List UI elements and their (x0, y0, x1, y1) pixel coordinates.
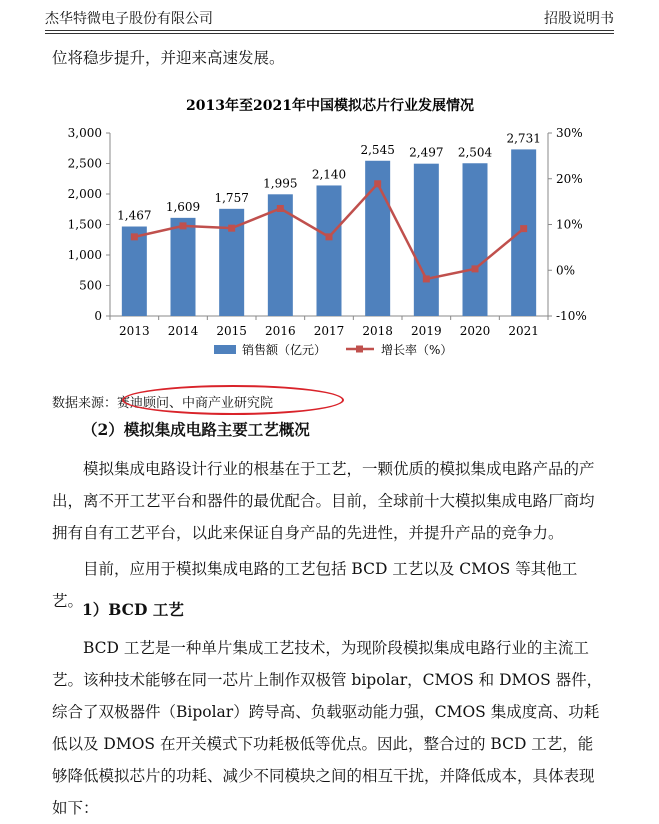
highlight-oval (122, 385, 344, 415)
growth-point-2018 (374, 180, 381, 187)
x-tick-label: 2020 (459, 324, 491, 338)
section2-title: （2）模拟集成电路主要工艺概况 (82, 420, 310, 439)
legend-growth: 增长率（%） (381, 343, 453, 357)
growth-point-2014 (180, 222, 187, 229)
bar-label-2014: 1,609 (165, 199, 201, 214)
growth-point-2016 (277, 205, 284, 212)
bar-label-2017: 2,140 (311, 167, 347, 182)
header-doc-type: 招股说明书 (544, 11, 614, 27)
y-right-tick-label: -10% (556, 309, 587, 323)
bar-label-2016: 1,995 (263, 176, 298, 191)
x-tick-label: 2021 (508, 324, 539, 338)
header-rule-lower (45, 33, 614, 34)
bar-label-2013: 1,467 (117, 208, 152, 223)
bar-label-2018: 2,545 (360, 142, 395, 157)
bar-label-2019: 2,497 (409, 145, 444, 160)
bar-sales-2017 (317, 185, 342, 316)
sub1-title: 1）BCD 工艺 (82, 600, 184, 619)
y-left-tick-label: 2,500 (67, 156, 102, 171)
growth-point-2019 (423, 275, 430, 282)
bar-label-2020: 2,504 (457, 145, 493, 160)
x-tick-label: 2014 (167, 324, 199, 338)
y-left-tick-label: 500 (79, 278, 102, 293)
data-source-label: 数据来源： (52, 396, 118, 411)
bar-label-2015: 1,757 (214, 190, 249, 205)
x-tick-label: 2017 (313, 324, 345, 338)
legend-marker (356, 346, 363, 353)
legend-sales: 销售额（亿元） (242, 343, 327, 357)
y-left-tick-label: 1,500 (67, 217, 102, 232)
header-company: 杰华特微电子股份有限公司 (45, 11, 213, 27)
chart-title: 2013年至2021年中国模拟芯片行业发展情况 (186, 98, 474, 114)
x-tick-label: 2019 (411, 324, 442, 338)
para-2: 目前，应用于模拟集成电路的工艺包括 BCD 工艺以及 CMOS 等其他工艺。 (52, 560, 578, 610)
growth-point-2021 (520, 225, 527, 232)
bar-label-2021: 2,731 (506, 131, 541, 146)
bar-sales-2019 (414, 164, 439, 316)
legend-bar-swatch (214, 345, 236, 354)
growth-point-2013 (131, 233, 138, 240)
growth-point-2017 (326, 233, 333, 240)
y-right-tick-label: 10% (556, 217, 583, 232)
chart-legend (214, 342, 452, 357)
y-right-tick-label: 20% (556, 171, 583, 186)
intro-line: 位将稳步提升，并迎来高速发展。 (52, 49, 285, 67)
x-tick-label: 2018 (362, 324, 393, 338)
y-left-tick-label: 3,000 (67, 126, 102, 140)
data-source-value: 赛迪顾问、中商产业研究院 (117, 396, 274, 411)
y-left-tick-label: 2,000 (67, 187, 102, 201)
header-rule (45, 30, 614, 31)
x-tick-label: 2015 (216, 324, 247, 338)
y-right-tick-label: 0% (556, 263, 576, 278)
chart (0, 88, 659, 378)
y-left-tick-label: 1,000 (67, 248, 102, 262)
bar-sales-2014 (171, 218, 196, 316)
y-right-tick-label: 30% (556, 126, 583, 140)
bar-sales-2020 (463, 163, 488, 316)
x-tick-label: 2016 (265, 324, 296, 338)
para-1: 模拟集成电路设计行业的根基在于工艺，一颗优质的模拟集成电路产品的产出，离不开工艺平台和器件的最优配合。目前，全球前十大模拟集成电路厂商均拥有自有工艺平台，以此来保证自身产品的先进性，并提升产品的竞争力。 (52, 460, 595, 542)
growth-point-2015 (228, 225, 235, 232)
bar-sales-2021 (511, 149, 536, 316)
growth-point-2020 (472, 265, 479, 272)
para-3: BCD 工艺是一种单片集成工艺技术，为现阶段模拟集成电路行业的主流工艺。该种技术能够在同一芯片上制作双极管 bipolar，CMOS 和 DMOS 器件，综合了双极器件（Bipolar）跨导高、负载驱动能力强，CMOS 集成度高、功耗低以及 DMOS 在开关模式下功耗极低等优点。因此，整合过的 BCD 工艺，能够降低模拟芯片的功耗、减少不同模块之间的相互干扰，并降低成本，具体表现如下： (52, 639, 603, 817)
x-tick-label: 2013 (119, 324, 150, 338)
y-left-tick-label: 0 (94, 309, 102, 323)
